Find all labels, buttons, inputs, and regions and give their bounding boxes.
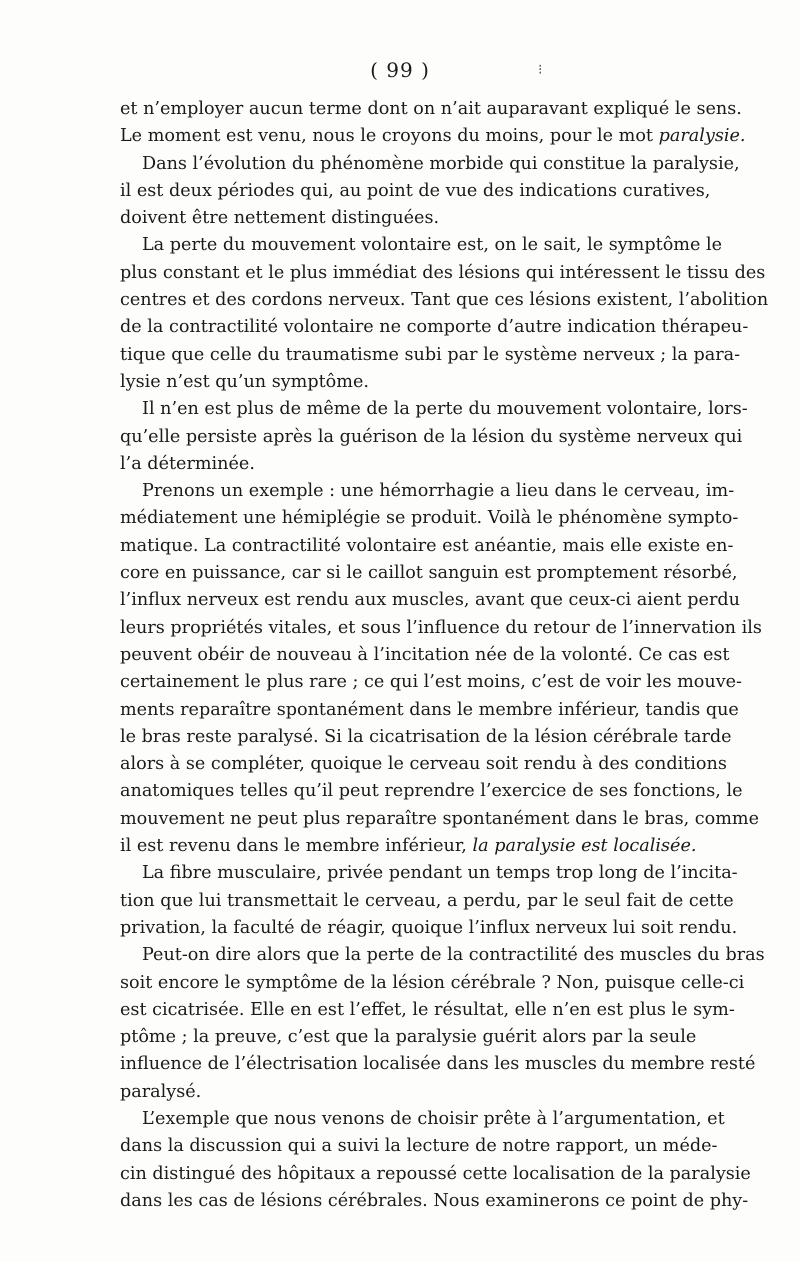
text-line	[120, 642, 730, 669]
text-line-content: il est deux périodes qui, au point de vue des indications curatives,	[120, 180, 711, 201]
text-line-content: Dans l’évolution du phénomène morbide qui constitue la paralysie,	[142, 153, 740, 174]
text-line	[120, 178, 711, 205]
text-line-content: doivent être nettement distinguées.	[120, 208, 440, 229]
text-line	[120, 615, 762, 642]
text-line	[120, 669, 742, 696]
text-line	[120, 724, 732, 751]
text-line-content: l’influx nerveux est rendu aux muscles, avant que ceux-ci aient perdu	[120, 590, 740, 611]
text-line	[120, 123, 746, 150]
text-line	[120, 1079, 682, 1106]
text-line-content: matique. La contractilité volontaire est anéantie, mais elle existe en-	[120, 535, 734, 556]
text-line	[120, 1024, 697, 1051]
text-line-content: l’a déterminée.	[120, 453, 255, 474]
text-line	[120, 1106, 725, 1133]
text-line	[120, 287, 769, 314]
text-line-content: L’exemple que nous venons de choisir prête à l’argumentation, et	[142, 1108, 725, 1129]
text-line-content: plus constant et le plus immédiat des lésions qui intéressent le tissu des	[120, 262, 766, 283]
text-line	[120, 587, 740, 614]
text-line-content: anatomiques telles qu’il peut reprendre l’exercice de ses fonctions, le	[120, 781, 743, 802]
text-line	[120, 505, 739, 532]
text-line-content: qu’elle persiste après la guérison de la lésion du système nerveux qui	[120, 426, 743, 447]
text-line	[120, 1051, 756, 1078]
text-line	[120, 697, 739, 724]
text-line-content: Il n’en est plus de même de la perte du mouvement volontaire, lors-	[142, 399, 748, 420]
text-line-content: alors à se compléter, quoique le cerveau soit rendu à des conditions	[120, 754, 727, 775]
text-line-content: de la contractilité volontaire ne comporte d’autre indication thérapeu-	[120, 317, 749, 338]
text-line	[120, 151, 740, 178]
text-line-content: influence de l’électrisation localisée dans les muscles du membre resté	[120, 1054, 756, 1075]
text-line	[120, 778, 743, 805]
text-line-content: lysie n’est qu’un symptôme.	[120, 371, 369, 392]
text-line	[120, 369, 682, 396]
text-line	[120, 806, 760, 833]
text-line	[120, 751, 727, 778]
text-line	[120, 424, 743, 451]
text-line	[120, 451, 682, 478]
text-line-content: dans la discussion qui a suivi la lecture de notre rapport, un méde-	[120, 1136, 718, 1157]
text-line-content: La perte du mouvement volontaire est, on le sait, le symptôme le	[142, 235, 723, 256]
text-line	[120, 997, 735, 1024]
text-line-content: certainement le plus rare ; ce qui l’est moins, c’est de voir les mouve-	[120, 672, 742, 693]
text-line	[120, 342, 741, 369]
italic-emphasis: paralysie.	[658, 126, 746, 147]
text-line-content: soit encore le symptôme de la lésion cérébrale ? Non, puisque celle-ci	[120, 972, 745, 993]
text-line	[120, 478, 735, 505]
text-line-content: ptôme ; la preuve, c’est que la paralysie guérit alors par la seule	[120, 1027, 697, 1048]
text-line-content: La fibre musculaire, privée pendant un temps trop long de l’incita-	[142, 863, 738, 884]
text-line-content: et n’employer aucun terme dont on n’ait auparavant expliqué le sens.	[120, 99, 742, 119]
text-line	[120, 205, 682, 232]
text-line	[120, 560, 738, 587]
text-line	[120, 888, 734, 915]
text-line-content: mouvement ne peut plus reparaître spontanément dans le bras, comme	[120, 808, 760, 829]
text-line-content: paralysé.	[120, 1081, 202, 1102]
text-line	[120, 1161, 751, 1188]
text-line-content: core en puissance, car si le caillot sanguin est promptement résorbé,	[120, 563, 738, 584]
text-line-content: dans les cas de lésions cérébrales. Nous examinerons ce point de phy-	[120, 1190, 749, 1211]
body-text	[120, 96, 769, 1215]
italic-emphasis: la paralysie est localisée.	[472, 836, 697, 857]
text-line	[120, 1133, 718, 1160]
text-line	[120, 1188, 749, 1215]
text-line-content: il est revenu dans le membre inférieur,	[120, 836, 473, 857]
text-line-content: privation, la faculté de réagir, quoique l’influx nerveux lui soit rendu.	[120, 917, 738, 938]
text-line	[120, 942, 765, 969]
text-line-content: est cicatrisée. Elle en est l’effet, le résultat, elle n’en est plus le sym-	[120, 999, 735, 1020]
text-line-content: Peut-on dire alors que la perte de la contractilité des muscles du bras	[142, 945, 765, 966]
text-line	[120, 833, 697, 860]
text-line	[120, 396, 748, 423]
text-line	[120, 260, 766, 287]
text-line-content: ments reparaître spontanément dans le membre inférieur, tandis que	[120, 699, 739, 720]
text-line-content: le bras reste paralysé. Si la cicatrisation de la lésion cérébrale tarde	[120, 726, 732, 747]
text-line-content: médiatement une hémiplégie se produit. Voilà le phénomène sympto-	[120, 508, 739, 529]
text-line-content: Le moment est venu, nous le croyons du moins, pour le mot	[120, 126, 659, 147]
text-line	[120, 533, 734, 560]
text-line	[120, 915, 738, 942]
text-line-content: centres et des cordons nerveux. Tant que ces lésions existent, l’abolition	[120, 290, 769, 311]
text-line	[120, 232, 723, 259]
margin-mark: ⁝	[538, 62, 543, 78]
page-number: ( 99 )	[370, 58, 430, 82]
text-line-content: peuvent obéir de nouveau à l’incitation née de la volonté. Ce cas est	[120, 644, 730, 665]
text-line	[120, 860, 738, 887]
text-line	[120, 314, 749, 341]
text-line-content: tique que celle du traumatisme subi par le système nerveux ; la para-	[120, 344, 741, 365]
text-line-content: Prenons un exemple : une hémorrhagie a lieu dans le cerveau, im-	[142, 481, 735, 502]
text-line	[120, 96, 742, 123]
text-line-content: leurs propriétés vitales, et sous l’influence du retour de l’innervation ils	[120, 617, 762, 638]
text-line-content: cin distingué des hôpitaux a repoussé cette localisation de la paralysie	[120, 1163, 751, 1184]
text-line	[120, 970, 745, 997]
text-line-content: tion que lui transmettait le cerveau, a perdu, par le seul fait de cette	[120, 890, 734, 911]
